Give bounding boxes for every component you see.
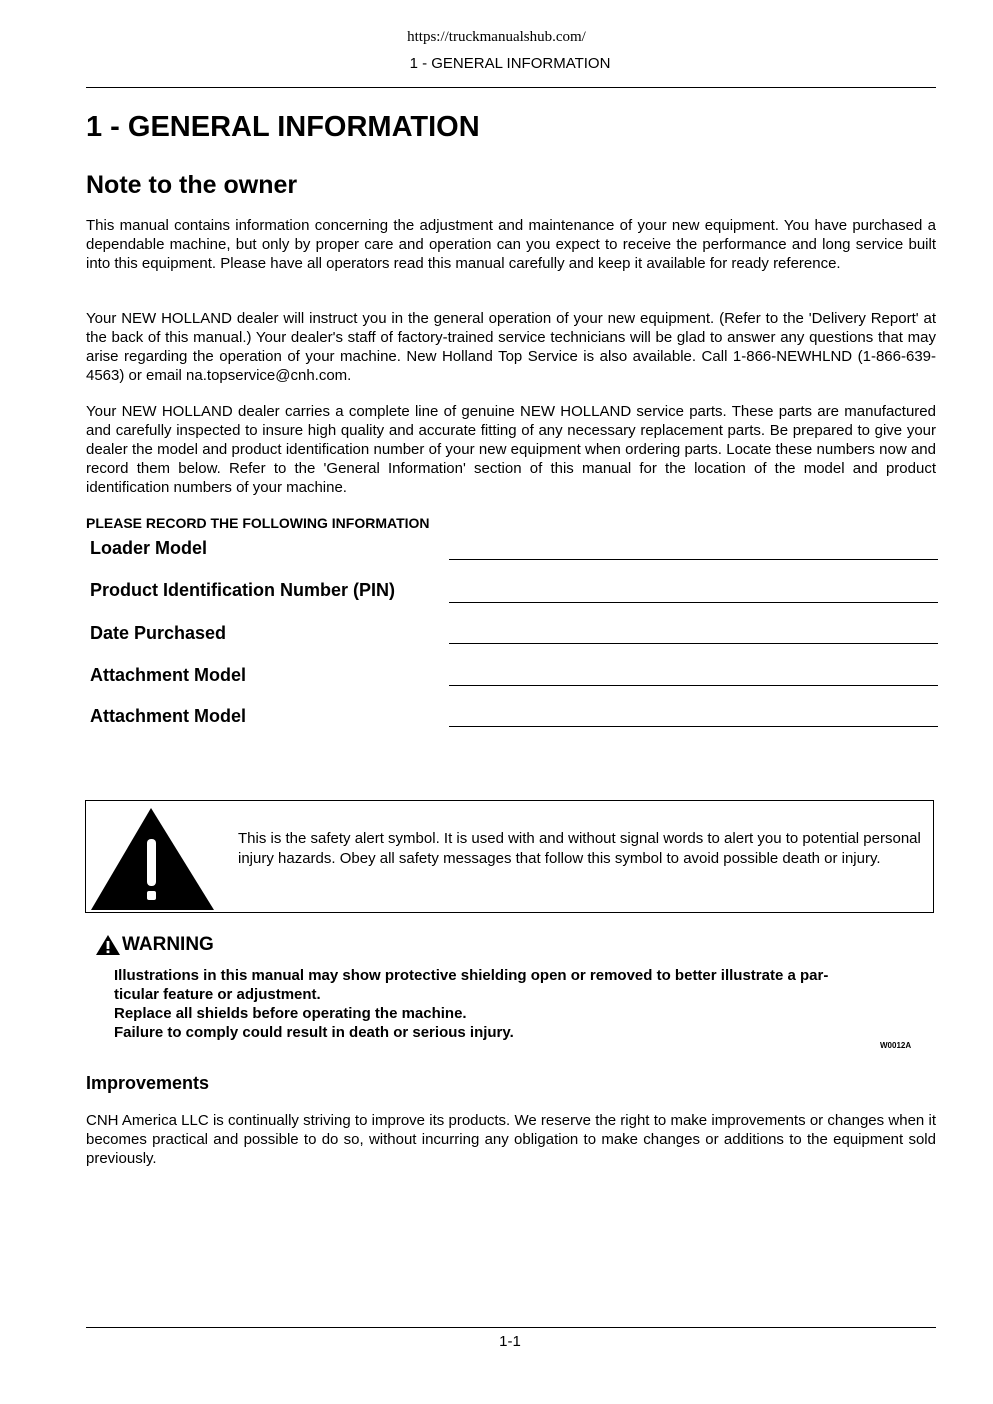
improvements-title: Improvements bbox=[86, 1073, 210, 1093]
footer-rule bbox=[86, 1327, 936, 1328]
pin-label: Product Identification Number (PIN) bbox=[90, 580, 396, 600]
date-purchased-label: Date Purchased bbox=[90, 623, 227, 643]
pin-line bbox=[449, 602, 938, 603]
header-rule bbox=[86, 87, 936, 88]
loader-model-label: Loader Model bbox=[90, 538, 208, 558]
safety-alert-triangle-icon bbox=[91, 806, 216, 910]
loader-model-line bbox=[449, 559, 938, 560]
attachment-model-label-1: Attachment Model bbox=[90, 665, 247, 685]
warning-heading bbox=[96, 934, 214, 956]
warning-code: W0012A bbox=[880, 1041, 912, 1050]
dealer-paragraph: Your NEW HOLLAND dealer will instruct you in the general operation of your new equipment. (Refer to the 'Delivery Report' at the back of this manual.) Your dealer's staff of factory-trained service technicians will be glad to answer any questions that may arise regarding the operation of your machine. New Holland Top Service is also available. Call 1-866-NEWHLND (1-866-639-4563) or email na.topservice@cnh.com. bbox=[86, 310, 936, 384]
chapter-title: 1 - GENERAL INFORMATION bbox=[86, 111, 480, 143]
intro-paragraph: This manual contains information concerning the adjustment and maintenance of your new equipment. You have purchased a dependable machine, but only by proper care and operation can you expect to receive the performance and long service built into this equipment. Please have all operators read this manual carefully and keep it available for ready reference. bbox=[86, 217, 936, 272]
attachment-model-line-1 bbox=[449, 685, 938, 686]
warning-triangle-icon bbox=[96, 935, 120, 955]
site-url[interactable]: https://truckmanualshub.com/ bbox=[407, 29, 586, 45]
running-header: 1 - GENERAL INFORMATION bbox=[409, 55, 611, 72]
warning-line-1: Illustrations in this manual may show protective shielding open or removed to better illustrate a par- bbox=[114, 967, 829, 984]
warning-label: WARNING bbox=[122, 934, 214, 955]
warning-line-4: Failure to comply could result in death or serious injury. bbox=[114, 1024, 514, 1041]
page-number: 1-1 bbox=[499, 1333, 521, 1350]
attachment-model-line-2 bbox=[449, 726, 938, 727]
date-purchased-line bbox=[449, 643, 938, 644]
warning-line-3: Replace all shields before operating the machine. bbox=[114, 1005, 467, 1022]
section-title: Note to the owner bbox=[86, 171, 298, 199]
safety-alert-text: This is the safety alert symbol. It is used with and without signal words to alert you to potential personal injury hazards. Obey all safety messages that follow this symbol to avoid possible death or injury. bbox=[238, 830, 921, 867]
parts-paragraph: Your NEW HOLLAND dealer carries a complete line of genuine NEW HOLLAND service parts. These parts are manufactured and carefully inspected to insure high quality and accurate fitting of any necessary replacement parts. Be prepared to give your dealer the model and product identification number of your new equipment when ordering parts. Locate these numbers now and record them below. Refer to the 'General Information' section of this manual for the location of the model and product identification numbers of your machine. bbox=[86, 403, 936, 496]
warning-line-2: ticular feature or adjustment. bbox=[114, 986, 321, 1003]
record-heading: PLEASE RECORD THE FOLLOWING INFORMATION bbox=[86, 515, 430, 531]
improvements-paragraph: CNH America LLC is continually striving to improve its products. We reserve the right to make improvements or changes when it becomes practical and possible to do so, without incurring any obligation to make changes or additions to the equipment sold previously. bbox=[86, 1112, 936, 1167]
safety-alert-box bbox=[85, 800, 934, 913]
attachment-model-label-2: Attachment Model bbox=[90, 706, 247, 726]
